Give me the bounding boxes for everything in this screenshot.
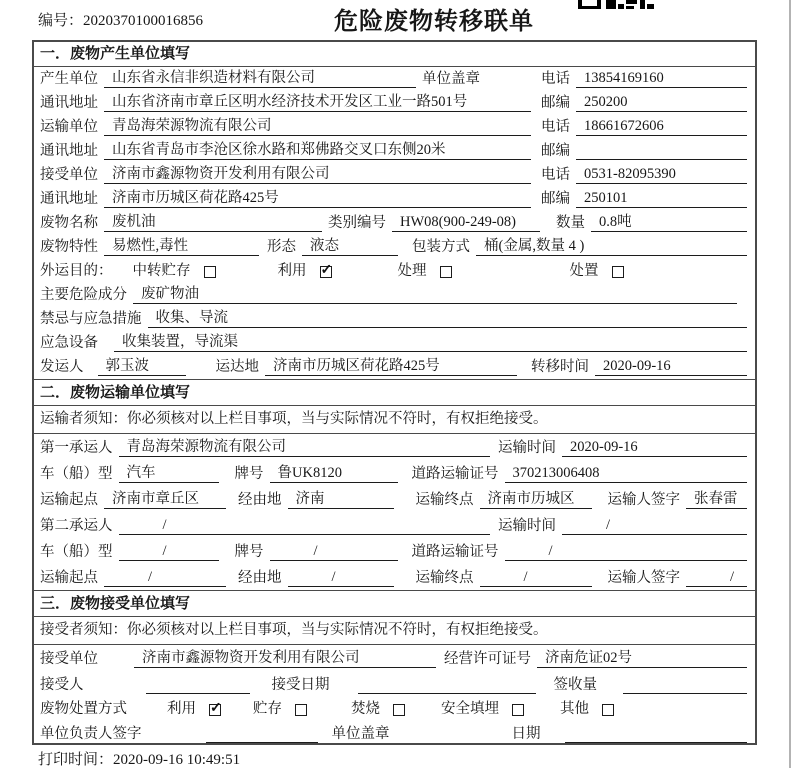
waste-qty-label: 数量 <box>556 215 585 231</box>
transporter-label: 运输单位 <box>40 119 98 135</box>
checkbox-label: 利用 <box>277 263 307 279</box>
page-title: 危险废物转移联单 <box>334 9 534 35</box>
row-accept-person <box>34 671 755 697</box>
carrier2-label: 第二承运人 <box>40 518 113 534</box>
disposal-label: 废物处置方式 <box>40 701 127 717</box>
tel-label: 电话 <box>541 167 570 183</box>
transport-time-value: 2020-09-16 <box>562 438 747 457</box>
address-value: 济南市历城区荷花路425号 <box>104 189 531 208</box>
signed-qty-label: 签收量 <box>553 677 597 693</box>
disposal-option-landfill <box>441 700 524 718</box>
plate-label: 牌号 <box>234 466 264 482</box>
checkbox-label: 其他 <box>560 701 589 717</box>
producer-label: 产生单位 <box>40 71 98 87</box>
row-measures <box>34 307 755 331</box>
transport-time-value: / <box>562 516 747 535</box>
disposal-option-store <box>253 700 307 718</box>
receiver-zip <box>541 189 747 208</box>
pack-label: 包装方式 <box>412 239 470 255</box>
accept-date-label: 接受日期 <box>271 677 330 693</box>
checkbox-label: 利用 <box>167 701 196 717</box>
checkbox-icon <box>612 266 624 278</box>
measures-label: 禁忌与应急措施 <box>40 311 142 327</box>
row-vehicle2 <box>34 538 755 564</box>
checkbox-icon <box>440 266 452 278</box>
waste-qty-value: 0.8吨 <box>591 213 747 232</box>
plate-label: 牌号 <box>234 544 264 560</box>
checkbox-label: 处置 <box>569 263 599 279</box>
destination-value: 济南市历城区荷花路425号 <box>265 357 517 376</box>
carrier-sign-value: / <box>686 568 747 587</box>
checkbox-label: 安全填埋 <box>441 701 499 717</box>
checkbox-icon <box>320 266 332 278</box>
route-end-label: 运输终点 <box>415 570 474 586</box>
purpose-label: 外运目的： <box>40 263 113 279</box>
character-value: 易燃性,毒性 <box>104 237 259 256</box>
row-receiver-address <box>34 187 755 211</box>
tel-label: 电话 <box>541 119 570 135</box>
zip-label: 邮编 <box>541 191 570 207</box>
route-via-value: / <box>288 568 394 587</box>
route-via-label: 经由地 <box>238 570 282 586</box>
route-start-label: 运输起点 <box>40 492 98 508</box>
producer-tel <box>541 69 747 88</box>
zip-value: 250200 <box>576 93 747 112</box>
route-start-label: 运输起点 <box>40 570 98 586</box>
equipment-value: 收集装置，导流渠 <box>114 333 747 352</box>
checkbox-icon <box>602 704 614 716</box>
accept-unit-label: 接受单位 <box>40 651 98 667</box>
section3-notice: 接受者须知：你必须核对以上栏目事项，当与实际情况不符时，有权拒绝接受。 <box>34 617 755 645</box>
route-start-value: 济南市章丘区 <box>104 490 226 509</box>
print-time <box>38 748 240 768</box>
disposal-option-use <box>167 700 221 718</box>
road-license-label: 道路运输证号 <box>411 466 499 482</box>
doc-number <box>38 9 203 30</box>
responsible-sign-value <box>206 724 318 743</box>
row-equipment <box>34 331 755 355</box>
receiver-tel <box>541 165 747 184</box>
tel-value: 0531-82095390 <box>576 165 747 184</box>
transfer-time-value: 2020-09-16 <box>595 357 747 376</box>
doc-number-value: 2020370100016856 <box>83 13 204 29</box>
vehicle-type-value: / <box>119 542 219 561</box>
address-label: 通讯地址 <box>40 143 98 159</box>
tel-label: 电话 <box>541 71 570 87</box>
row-receiver <box>34 163 755 187</box>
vehicle-type-value: 汽车 <box>119 464 219 483</box>
road-license-label: 道路运输证号 <box>411 544 499 560</box>
carrier-sign-label: 运输人签字 <box>607 570 680 586</box>
address-value: 山东省青岛市李沧区徐水路和郑佛路交叉口东侧20米 <box>104 141 531 160</box>
checkbox-icon <box>209 704 221 716</box>
purpose-option-dispose <box>570 262 624 280</box>
zip-label: 邮编 <box>541 143 570 159</box>
carrier1-label: 第一承运人 <box>40 440 113 456</box>
pack-value: 桶(金属,数量 4 ) <box>476 237 747 256</box>
zip-label: 邮编 <box>541 95 570 111</box>
transporter-zip <box>541 141 747 160</box>
purpose-option-transfer <box>133 262 216 280</box>
section2-notice: 运输者须知：你必须核对以上栏目事项，当与实际情况不符时，有权拒绝接受。 <box>34 406 755 434</box>
vehicle-type-label: 车（船）型 <box>40 466 113 482</box>
checkbox-label: 焚烧 <box>351 701 380 717</box>
tel-value: 18661672606 <box>576 117 747 136</box>
section1-header: 一．废物产生单位填写 <box>34 42 755 67</box>
road-license-value: 370213006408 <box>505 464 748 483</box>
checkbox-icon <box>393 704 405 716</box>
carrier2-value: / <box>119 516 491 535</box>
carrier-sign-value: 张春雷 <box>686 490 747 509</box>
address-label: 通讯地址 <box>40 95 98 111</box>
row-transporter <box>34 115 755 139</box>
qr-code-fragment <box>578 0 654 9</box>
signed-qty-value <box>623 675 747 694</box>
accept-date-value <box>358 675 536 694</box>
address-value: 山东省济南市章丘区明水经济技术开发区工业一路501号 <box>104 93 531 112</box>
row-purpose <box>34 259 755 283</box>
disposal-option-other <box>560 700 614 718</box>
waste-name-value: 废机油 <box>104 213 322 232</box>
section3-header: 三．废物接受单位填写 <box>34 590 755 617</box>
route-start-value: / <box>104 568 226 587</box>
destination-label: 运达地 <box>215 359 259 375</box>
transporter-value: 青岛海荣源物流有限公司 <box>104 117 531 136</box>
waste-code-label: 类别编号 <box>328 215 386 231</box>
row-producer <box>34 67 755 91</box>
address-label: 通讯地址 <box>40 191 98 207</box>
purpose-option-use <box>278 262 332 280</box>
transport-time-label: 运输时间 <box>498 440 556 456</box>
route-end-value: / <box>480 568 592 587</box>
row-producer-address <box>34 91 755 115</box>
accept-unit-value: 济南市鑫源物资开发利用有限公司 <box>134 649 436 668</box>
row-route1 <box>34 486 755 512</box>
page-edge-line <box>789 0 791 768</box>
transport-time-label: 运输时间 <box>498 518 556 534</box>
route-via-label: 经由地 <box>238 492 282 508</box>
zip-value: 250101 <box>576 189 747 208</box>
section2-header: 二．废物运输单位填写 <box>34 379 755 406</box>
row-disposal <box>34 697 755 721</box>
checkbox-icon <box>204 266 216 278</box>
row-carrier1 <box>34 434 755 460</box>
dispatcher-value: 郭玉波 <box>98 357 186 376</box>
producer-zip <box>541 93 747 112</box>
row-transporter-address <box>34 139 755 163</box>
unit-seal-label: 单位盖章 <box>422 71 480 87</box>
plate-value: 鲁UK8120 <box>270 464 398 483</box>
checkbox-icon <box>295 704 307 716</box>
row-route2 <box>34 564 755 590</box>
business-license-value: 济南危证02号 <box>537 649 747 668</box>
form-value: 液态 <box>302 237 398 256</box>
measures-value: 收集、导流 <box>148 309 748 328</box>
print-time-value: 2020-09-16 10:49:51 <box>113 752 241 768</box>
equipment-label: 应急设备 <box>40 335 98 351</box>
accept-person-label: 接受人 <box>40 677 84 693</box>
checkbox-label: 中转贮存 <box>132 263 191 279</box>
dispatcher-label: 发运人 <box>40 359 84 375</box>
checkbox-label: 处理 <box>397 263 427 279</box>
print-time-label: 打印时间： <box>38 752 114 768</box>
route-end-value: 济南市历城区 <box>480 490 592 509</box>
doc-number-label: 编号： <box>38 13 84 29</box>
row-carrier2 <box>34 512 755 538</box>
row-waste-name <box>34 211 755 235</box>
row-hazard <box>34 283 755 307</box>
row-accept-unit <box>34 645 755 671</box>
waste-code-value: HW08(900-249-08) <box>392 213 540 232</box>
receiver-label: 接受单位 <box>40 167 98 183</box>
responsible-sign-label: 单位负责人签字 <box>40 726 142 742</box>
date-label: 日期 <box>511 726 541 742</box>
vehicle-type-label: 车（船）型 <box>40 544 113 560</box>
unit-seal-label: 单位盖章 <box>331 726 390 742</box>
row-vehicle1 <box>34 460 755 486</box>
date-value <box>565 724 748 743</box>
plate-value: / <box>270 542 398 561</box>
business-license-label: 经营许可证号 <box>444 651 531 667</box>
disposal-option-burn <box>351 700 405 718</box>
receiver-value: 济南市鑫源物资开发利用有限公司 <box>104 165 531 184</box>
carrier1-value: 青岛海荣源物流有限公司 <box>119 438 491 457</box>
purpose-option-treat <box>398 262 452 280</box>
zip-value <box>576 141 747 160</box>
producer-value: 山东省永信非织造材料有限公司 <box>104 69 416 88</box>
transporter-tel <box>541 117 747 136</box>
route-end-label: 运输终点 <box>415 492 474 508</box>
checkbox-label: 贮存 <box>253 701 282 717</box>
hazard-value: 废矿物油 <box>133 285 737 304</box>
carrier-sign-label: 运输人签字 <box>607 492 680 508</box>
checkbox-icon <box>512 704 524 716</box>
row-responsible-sign <box>34 721 755 746</box>
row-dispatch <box>34 355 755 379</box>
waste-name-label: 废物名称 <box>40 215 98 231</box>
route-via-value: 济南 <box>288 490 394 509</box>
road-license-value: / <box>505 542 748 561</box>
transfer-form-table <box>32 40 757 745</box>
accept-person-value <box>146 675 250 694</box>
tel-value: 13854169160 <box>576 69 747 88</box>
form-label: 形态 <box>267 239 296 255</box>
character-label: 废物特性 <box>40 239 98 255</box>
hazard-label: 主要危险成分 <box>40 287 127 303</box>
row-waste-character <box>34 235 755 259</box>
transfer-time-label: 转移时间 <box>531 359 589 375</box>
